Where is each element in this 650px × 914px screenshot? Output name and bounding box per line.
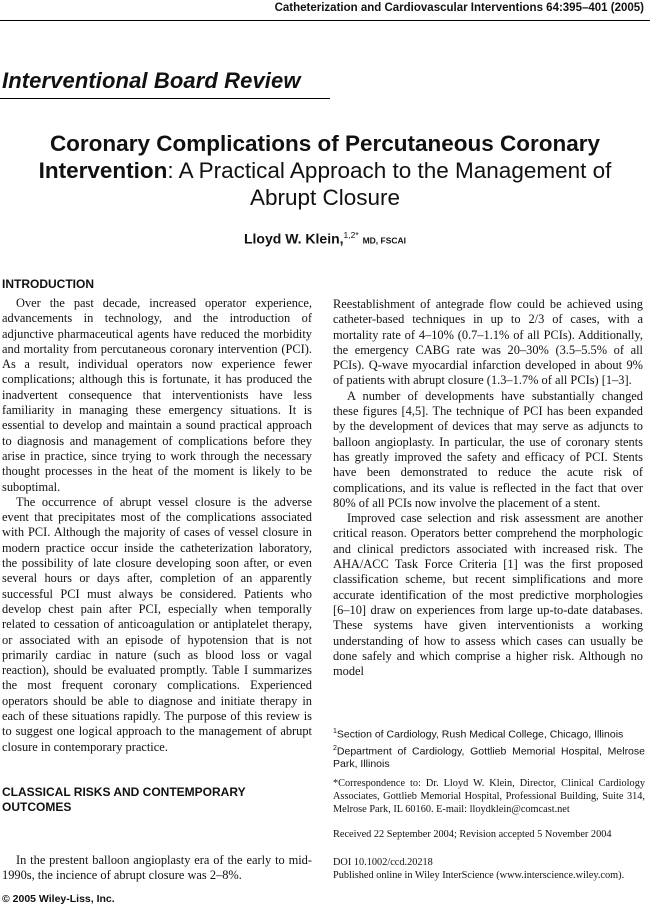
received-dates: Received 22 September 2004; Revision accepted 5 November 2004 — [333, 829, 612, 840]
article-title — [6, 130, 644, 211]
right-paragraph: Reestablishment of antegrade flow could be achieved using catheter-based techniques in up to 2/3 of cases, with a mortality rate of 4–10% (0.7–1.1% of all PCIs). Additionally, the emergency CABG rate was 20–30% (3.5–5.5% of all PCIs). Q-wave myocardial infarction developed in about 9% of patients with abrupt closure (1.3–1.7% of all PCIs) [1–3]. — [333, 297, 643, 388]
right-paragraph: A number of developments have substantially changed these figures [4,5]. The technique of PCI has been expanded by the development of devices that may serve as adjuncts to balloon angioplasty. In particular, the use of coronary stents has greatly improved the safety and efficacy of PCI. Stents have been demonstrated to reduce the acute risk of complications, and its value is reflected in the fact that over 80% of all PCIs now involve the placement of a stent. — [333, 388, 643, 510]
classical-risks-paragraph: In the prestent balloon angioplasty era of the early to mid-1990s, the incience of abrupt closure was 2–8%. — [2, 853, 312, 883]
affiliation-item — [333, 725, 645, 742]
right-column — [333, 297, 643, 679]
affiliation-item — [333, 742, 645, 772]
affiliation-number: 1 — [333, 728, 337, 735]
author-credentials: MD, FSCAI — [362, 235, 407, 246]
introduction-heading: INTRODUCTION — [2, 277, 94, 291]
correspondence: *Correspondence to: Dr. Lloyd W. Klein, Director, Clinical Cardiology Associates, Gottlieb Memorial Hospital, Professional Building, Suite 314, Melrose Park, IL 60160. E-mail: lloydklein@comcast.net — [333, 778, 645, 815]
affiliation-text: Section of Cardiology, Rush Medical College, Chicago, Illinois — [336, 728, 624, 741]
right-paragraph: Improved case selection and risk assessment are another critical reason. Operators better comprehend the morphologic and clinical predictors associated with increased risk. The AHA/ACC Task Force Criteria [1] was the first proposed classification scheme, but recent simplifications and more accurate identification of the most predictive morphologies [6–10] draw on experiences from large up-to-date databases. These systems have given interventionists a working understanding of how to assess which cases can usually be done safely and which comprise a higher risk. Although no model — [333, 511, 643, 679]
introduction-paragraph: The occurrence of abrupt vessel closure is the adverse event that precipitates most of the complications associated with PCI. Although the majority of cases of vessel closure in modern practice occur inside the catheterization laboratory, the possibility of late closure developing soon after, or even several hours or days after, completion of an apparently successful PCI must always be considered. Patients who develop chest pain after PCI, especially when temporally related to cessation of anticoagulation or antiplatelet therapy, or associated with an episode of hypotension that is not primarily cardiac in nature (such as blood loss or vagal reaction), should be evaluated promptly. Table I summarizes the most frequent coronary complications. Experienced operators should be able to diagnose and initiate therapy in each of these situations rapidly. The purpose of this review is to suggest one logical approach to the management of abrupt closure in contemporary practice. — [2, 494, 312, 754]
section-label-rule — [0, 98, 330, 99]
author-affiliation-marks: 1,2* — [343, 230, 359, 240]
left-column — [2, 277, 312, 755]
doi: DOI 10.1002/ccd.20218 — [333, 857, 433, 868]
affiliations — [333, 725, 645, 771]
classical-risks-heading: CLASSICAL RISKS AND CONTEMPORARY OUTCOMES — [2, 785, 246, 814]
header-rule — [0, 20, 650, 21]
affiliation-number: 2 — [333, 744, 337, 752]
journal-header: Catheterization and Cardiovascular Interventions 64:395–401 (2005) — [274, 2, 644, 14]
classical-risks-body — [2, 853, 312, 884]
author-name: Lloyd W. Klein, — [243, 230, 344, 247]
published-online: Published online in Wiley InterScience (www.interscience.wiley.com). — [333, 870, 625, 881]
copyright: © 2005 Wiley-Liss, Inc. — [2, 893, 115, 905]
doi-block — [333, 856, 645, 882]
affiliation-text: Department of Cardiology, Gottlieb Memorial Hospital, Melrose Park, Illinois — [333, 745, 645, 770]
article-title-bold: Coronary Complications of Percutaneous Coronary Intervention — [38, 131, 601, 183]
article-title-rest: : A Practical Approach to the Management of Abrupt Closure — [167, 158, 612, 210]
introduction-paragraph: Over the past decade, increased operator experience, advancements in technology, and the introduction of adjunctive pharmaceutical agents have reduced the morbidity and mortality from percutaneous coronary intervention (PCI). As a result, individual operators now experience fewer complications; although this is fortunate, it has produced the inadvertent consequence that interventionists have less familiarity in managing these emergency situations. It is essential to develop and maintain a sound practical approach to diagnosis and management of complications before they arise in practice, since trying to work through the necessary thought processes in the heat of the moment is likely to be suboptimal. — [2, 296, 312, 494]
author-line — [0, 230, 650, 247]
section-label: Interventional Board Review — [2, 68, 301, 93]
